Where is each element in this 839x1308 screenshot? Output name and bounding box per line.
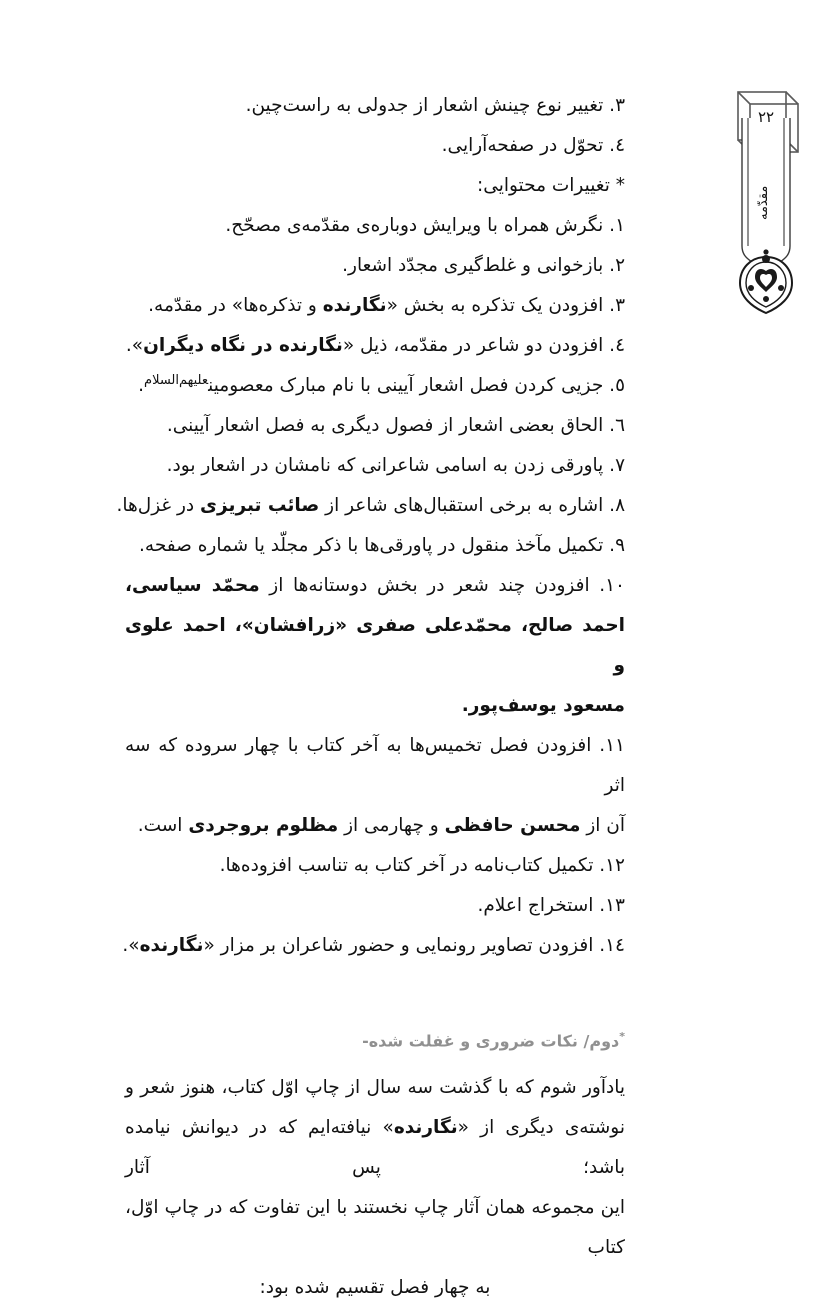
list-item-11-line-1: ۱۱. افزودن فصل تخمیس‌ها به آخر کتاب با چهار سروده که سه اثر [125, 735, 625, 796]
item-text-post: ». [122, 935, 140, 956]
asterisk-marker: * [619, 1030, 625, 1043]
emphasis-mohsen-hafezi: محسن حافظی [444, 815, 581, 836]
list-item: ۱۳. استخراج اعلام. [477, 895, 625, 916]
item-text-pre: آن از [580, 815, 625, 836]
section-label: مقدّمه [756, 185, 771, 221]
emphasis-negarande-mazar: نگارنده [139, 935, 204, 956]
honorific-alayhim-assalam: علیهم‌السلام [144, 372, 209, 388]
emphasis-mazloum-boroujerdi: مظلوم بروجردی [188, 815, 339, 836]
emphasis-saeb-tabrizi: صائب تبریزی [200, 495, 320, 516]
emphasis-names-line2: احمد صالح، محمّدعلی صفری «زرافشان»، احمد علوی و [125, 615, 625, 676]
list-item [122, 926, 625, 966]
item-text: تغییر نوع چینش اشعار از جدولی به راست‌چین. [245, 95, 604, 116]
closing-paragraph-line-1: یادآور شوم که با گذشت سه سال از چاپ اوّل کتاب، هنوز شعر و [125, 1077, 625, 1099]
item-text-post: . [138, 375, 145, 396]
item-number: ٤. [609, 135, 625, 156]
item-text-pre: ٥. جزیی کردن فصل اشعار آیینی با نام مبارک معصومین [208, 375, 625, 396]
closing-paragraph-line-4: به چهار فصل تقسیم شده بود: [259, 1277, 491, 1299]
item-text-pre: ۱۰. افزودن چند شعر در بخش دوستانه‌ها از [259, 575, 625, 596]
list-item: ۷. پاورقی زدن به اسامی شاعرانی که نامشان در اشعار بود. [166, 455, 625, 476]
list-item [125, 326, 625, 366]
list-item: ۱. نگرش همراه با ویرایش دوباره‌ی مقدّمه‌ی مصحّح. [225, 215, 625, 236]
main-text-column [116, 86, 626, 1308]
item-text-pre: ٤. افزودن دو شاعر در مقدّمه، ذیل « [342, 335, 625, 356]
closing-paragraph-line-2 [125, 1108, 625, 1188]
item-text-pre: ۸. اشاره به برخی استقبال‌های شاعر از [319, 495, 625, 516]
list-item [125, 126, 625, 166]
emphasis-negarande: نگارنده [322, 295, 387, 316]
section-two-heading [125, 1022, 625, 1056]
item-text-mid: و چهارمی از [338, 815, 445, 836]
paragraph-text-post: » نیافته‌ایم که در دیوانش نیامده باشد؛ پس آثار [125, 1117, 625, 1179]
item-text-post: در غزل‌ها. [116, 495, 201, 516]
item-text-pre: ۳. افزودن یک تذکره به بخش « [386, 295, 625, 316]
section-spacer [125, 966, 625, 1022]
closing-paragraph-line-3: این مجموعه همان آثار چاپ نخستند با این تفاوت که در چاپ اوّل، کتاب [125, 1197, 625, 1259]
list-item [125, 86, 625, 126]
list-item: ٦. الحاق بعضی اشعار از فصول دیگری به فصل اشعار آیینی. [166, 415, 625, 436]
list-item-11-line-2 [125, 806, 625, 846]
list-item: ۹. تکمیل مآخذ منقول در پاورقی‌ها با ذکر مجلّد یا شماره صفحه. [139, 535, 625, 556]
item-text: تحوّل در صفحه‌آرایی. [441, 135, 604, 156]
emphasis-negarande-closing: نگارنده [393, 1117, 458, 1139]
heading-spacer [125, 1056, 625, 1068]
emphasis-masoud-yousefpour: مسعود یوسف‌پور. [461, 695, 625, 716]
list-item [125, 286, 625, 326]
list-item [116, 486, 625, 526]
page-number: ۲۲ [757, 108, 775, 126]
list-item-10-line-3 [125, 686, 625, 726]
subheading-content-changes: * تغییرات محتوایی: [477, 175, 625, 196]
list-item-10-line-1 [125, 566, 625, 606]
list-item [125, 366, 625, 406]
item-text-pre: ۱٤. افزودن تصاویر رونمایی و حضور شاعران بر مزار « [203, 935, 625, 956]
list-item: ۲. بازخوانی و غلط‌گیری مجدّد اشعار. [342, 255, 625, 276]
section-two-heading-text: دوم/ نکات ضروری و غفلت شده- [362, 1031, 620, 1051]
item-number: ۳. [609, 95, 625, 116]
list-item: ۱۲. تکمیل کتاب‌نامه در آخر کتاب به تناسب افزوده‌ها. [219, 855, 625, 876]
item-text-post: است. [137, 815, 189, 836]
emphasis-negarande-digaran: نگارنده در نگاه دیگران [143, 335, 343, 356]
emphasis-mohammad-siasi: محمّد سیاسی، [125, 575, 260, 596]
paragraph-text-pre: نوشته‌ی دیگری از « [457, 1117, 626, 1139]
item-text-post: و تذکره‌ها» در مقدّمه. [148, 295, 323, 316]
list-item-10-line-2 [125, 606, 625, 686]
item-text-post: ». [125, 335, 144, 356]
